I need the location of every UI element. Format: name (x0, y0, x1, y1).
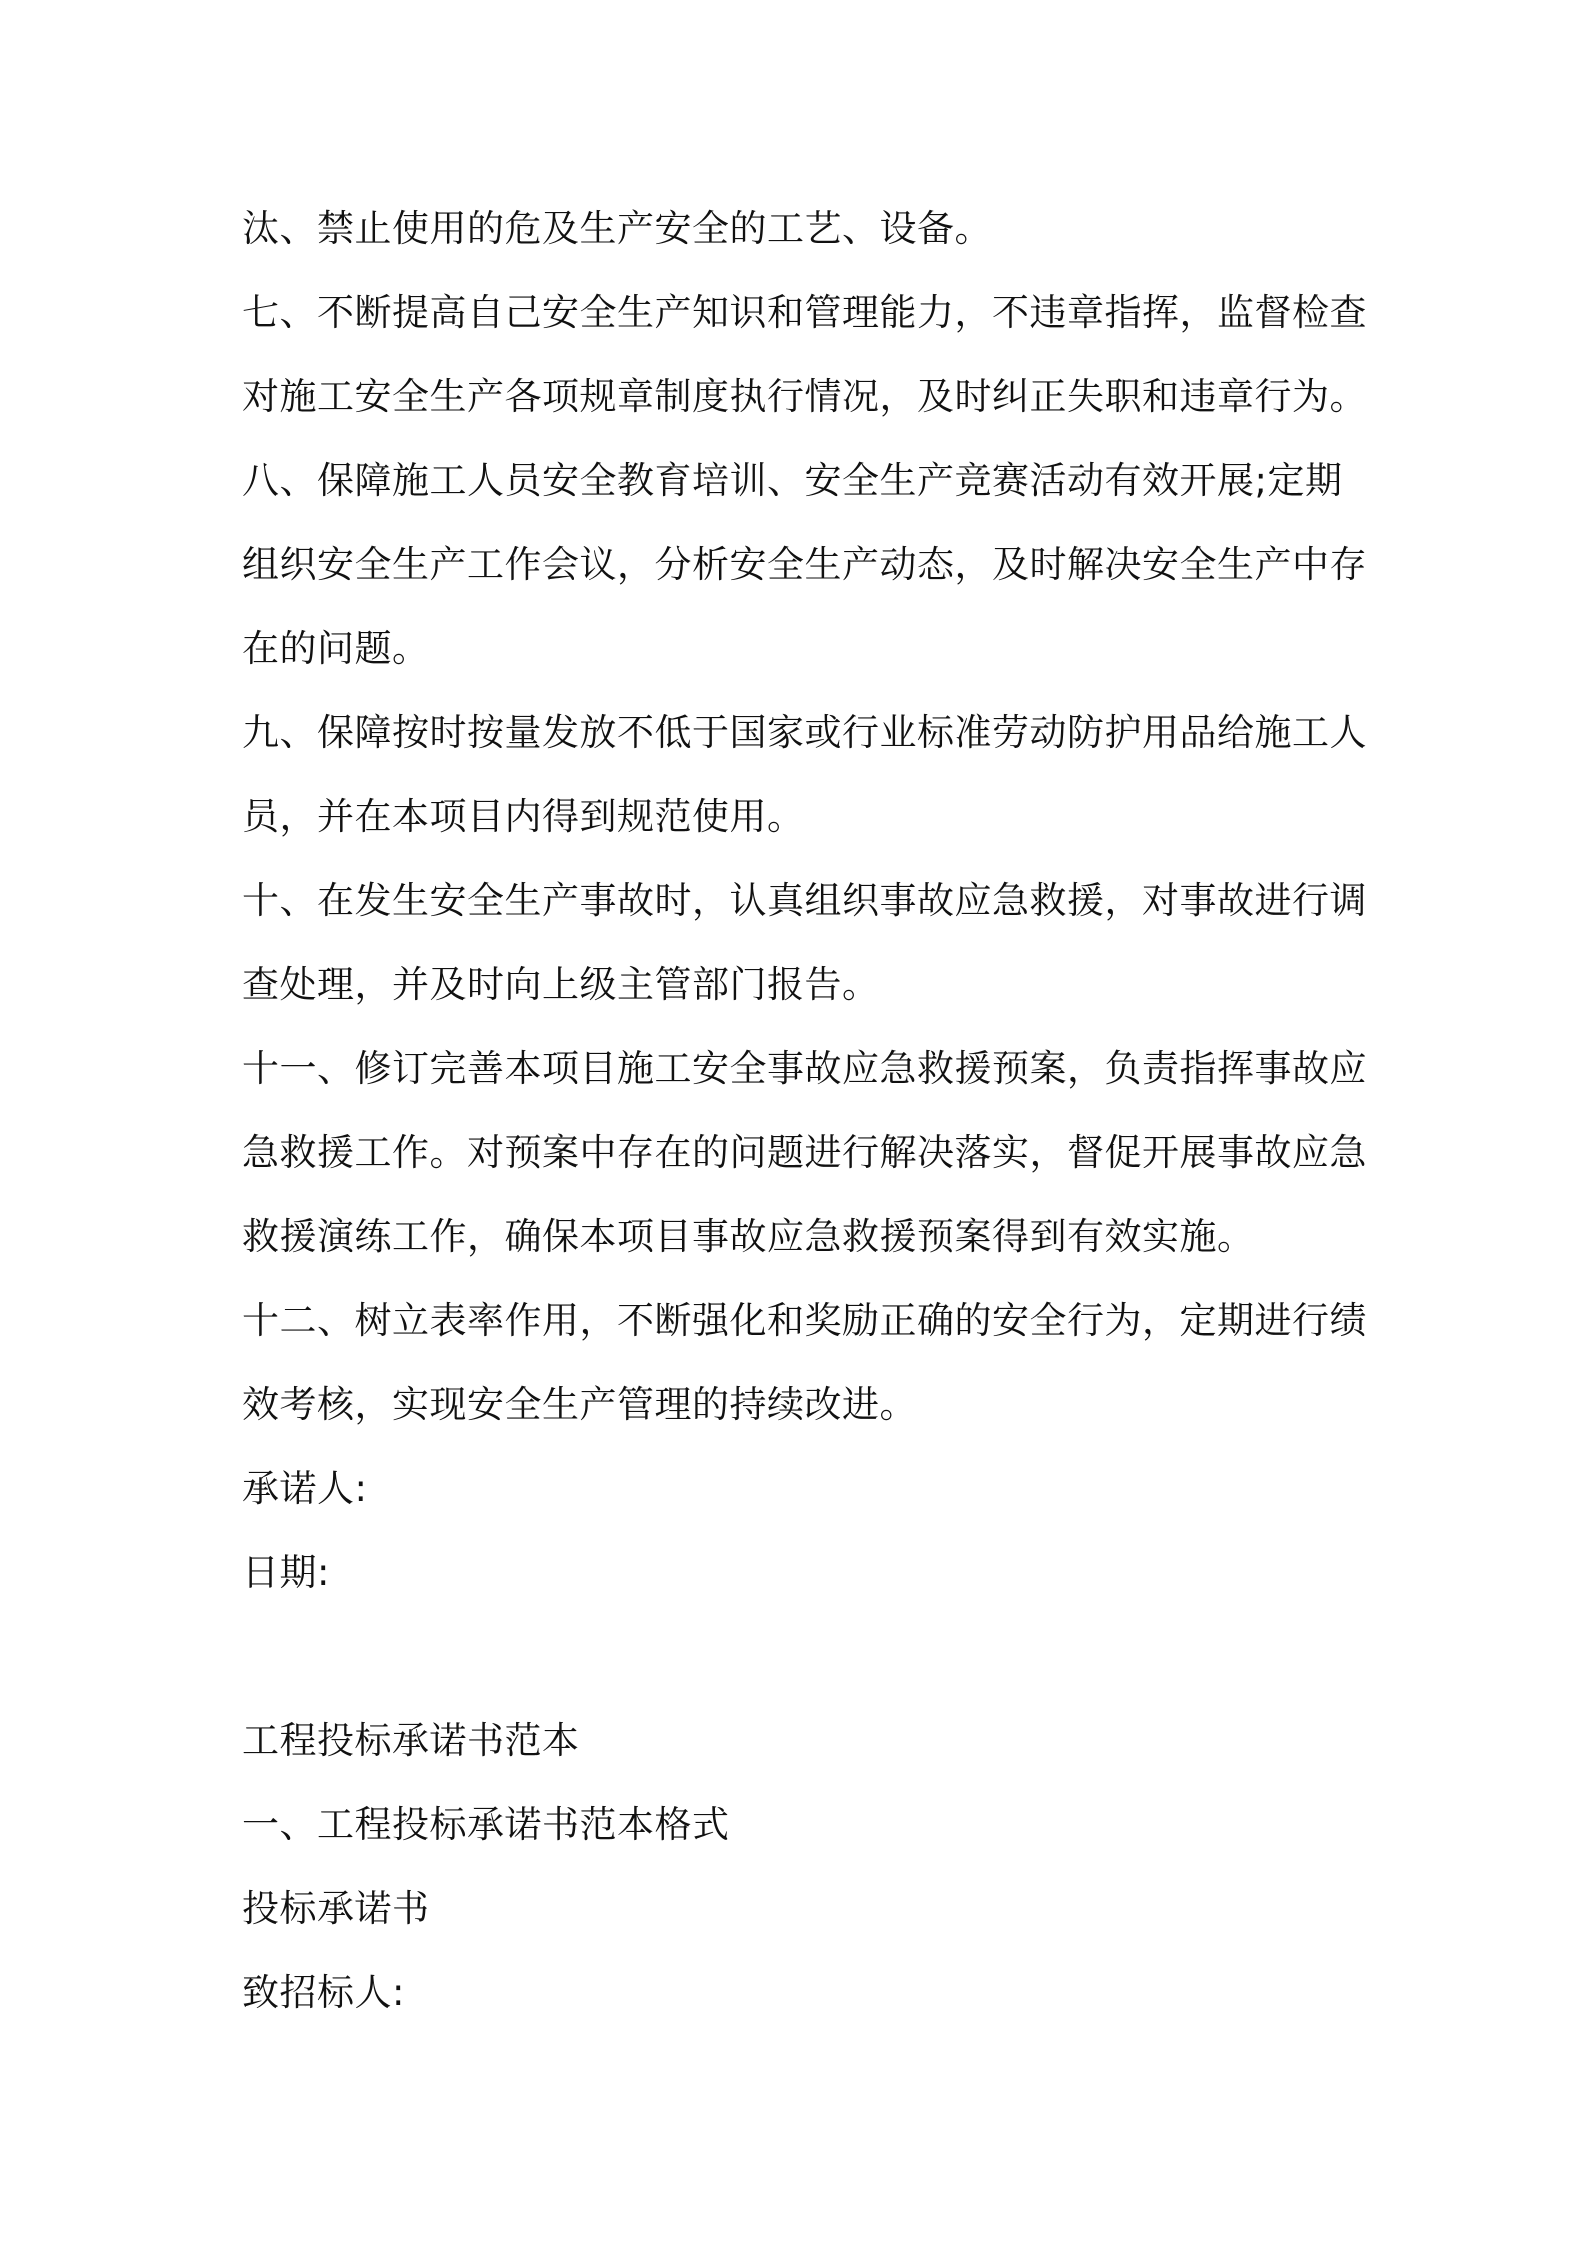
text-line: 十一、修订完善本项目施工安全事故应急救援预案，负责指挥事故应 (242, 1047, 1367, 1090)
text-line: 救援演练工作，确保本项目事故应急救援预案得到有效实施。 (242, 1215, 1255, 1258)
text-line: 效考核，实现安全生产管理的持续改进。 (242, 1383, 917, 1426)
promisor-label: 承诺人: (242, 1467, 368, 1510)
text-line: 七、不断提高自己安全生产知识和管理能力，不违章指挥，监督检查 (242, 291, 1367, 334)
text-line: 十、在发生安全生产事故时，认真组织事故应急救援，对事故进行调 (242, 879, 1367, 922)
text-line: 查处理，并及时向上级主管部门报告。 (242, 963, 880, 1006)
date-label: 日期: (242, 1551, 330, 1594)
text-line: 对施工安全生产各项规章制度执行情况，及时纠正失职和违章行为。 (242, 375, 1367, 418)
section-gap (242, 1615, 1362, 1699)
text-line: 八、保障施工人员安全教育培训、安全生产竞赛活动有效开展;定期 (242, 459, 1343, 502)
text-line: 员，并在本项目内得到规范使用。 (242, 795, 805, 838)
section-heading: 一、工程投标承诺书范本格式 (242, 1803, 730, 1846)
text-line: 十二、树立表率作用，不断强化和奖励正确的安全行为，定期进行绩 (242, 1299, 1367, 1342)
text-line: 组织安全生产工作会议，分析安全生产动态，及时解决安全生产中存 (242, 543, 1367, 586)
text-line: 汰、禁止使用的危及生产安全的工艺、设备。 (242, 207, 992, 250)
section-title: 工程投标承诺书范本 (242, 1719, 580, 1762)
document-body (242, 187, 1367, 2035)
text-line: 急救援工作。对预案中存在的问题进行解决落实，督促开展事故应急 (242, 1131, 1367, 1174)
letter-title: 投标承诺书 (242, 1887, 430, 1930)
addressee-label: 致招标人: (242, 1971, 405, 2014)
text-line: 九、保障按时按量发放不低于国家或行业标准劳动防护用品给施工人 (242, 711, 1367, 754)
text-line: 在的问题。 (242, 627, 430, 670)
